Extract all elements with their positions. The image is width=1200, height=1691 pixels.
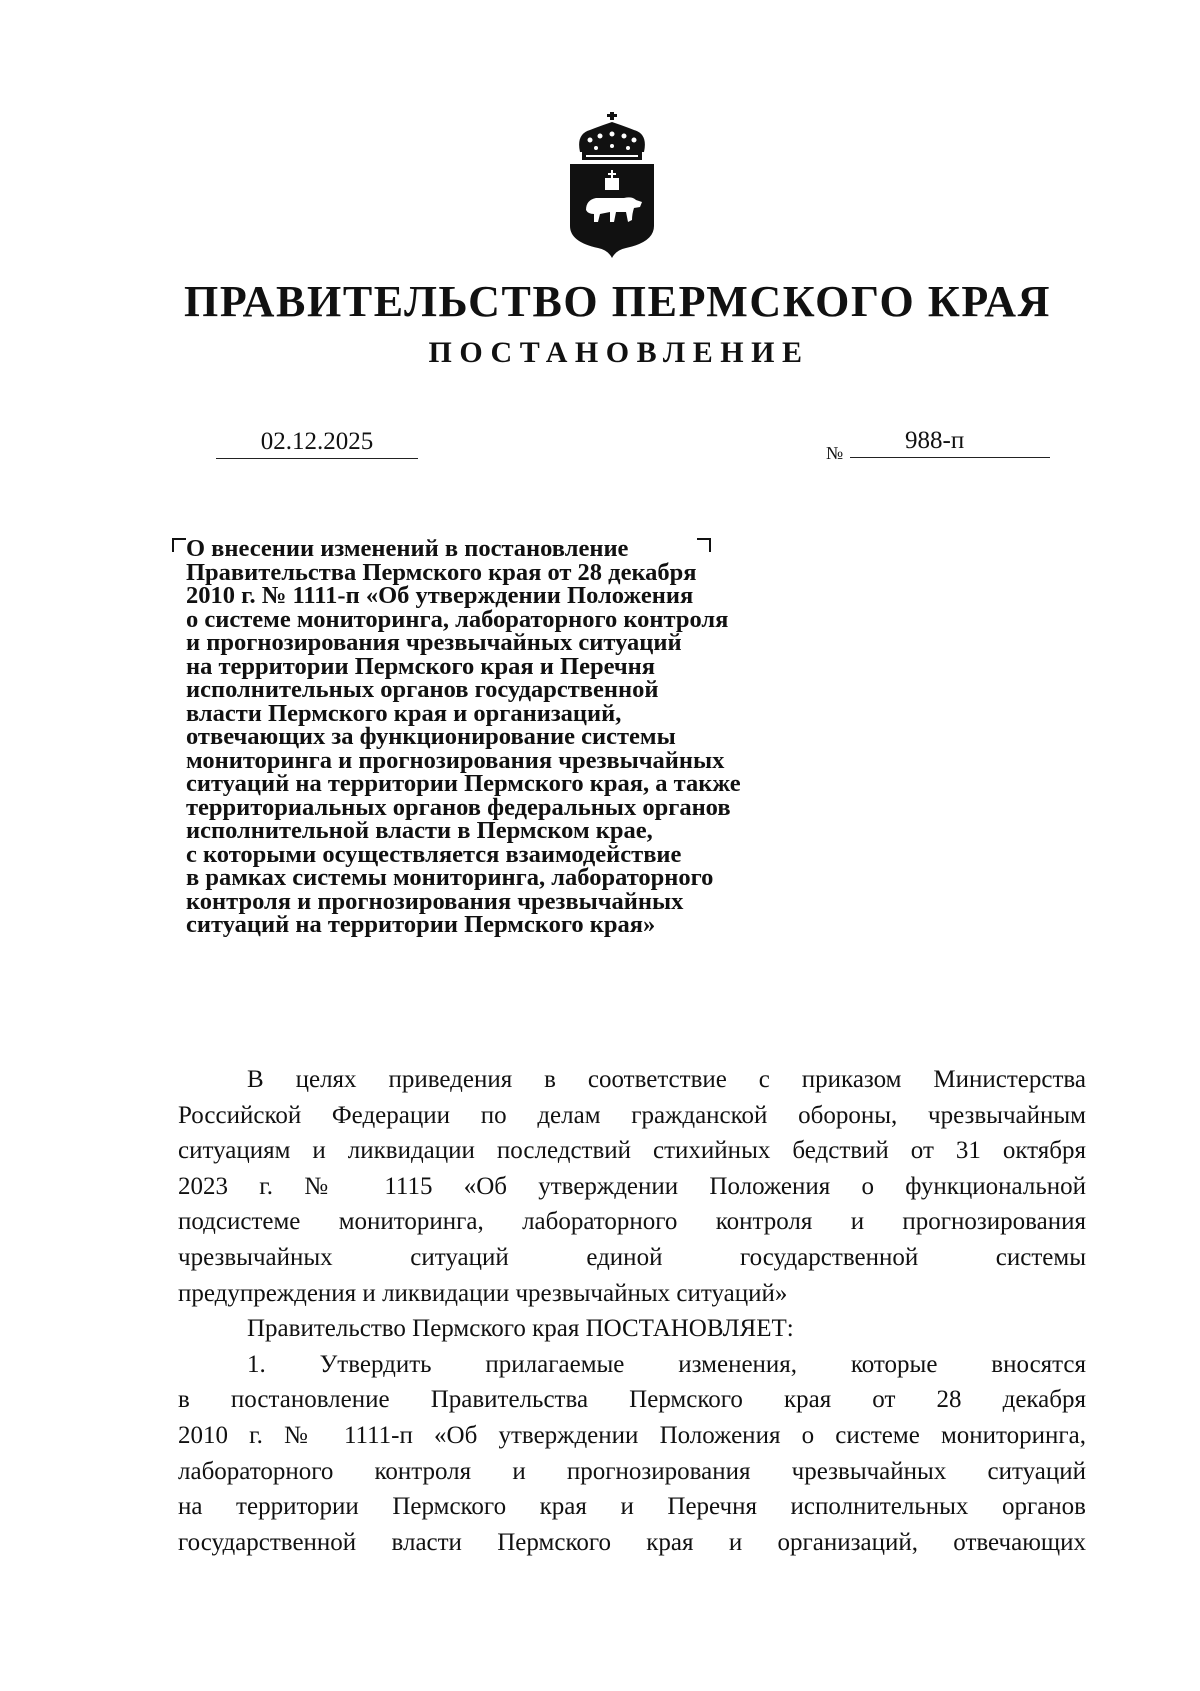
subject-line: исполнительных органов государственной (186, 676, 659, 703)
document-date: 02.12.2025 (216, 427, 418, 459)
subject-line: 2010 г. № 1111-п «Об утверждении Положения (186, 582, 694, 609)
paragraph-resolves (178, 1311, 1086, 1347)
subject-line: власти Пермского края и организаций, (186, 699, 622, 727)
subject-line: территориальных органов федеральных органов (186, 793, 731, 821)
body-line: ситуациям и ликвидации последствий стихийных бедствий от 31 октября (178, 1137, 1086, 1165)
body-line: 2010 г. № 1111-п «Об утверждении Положения о системе мониторинга, (178, 1421, 1086, 1449)
paragraph-preamble (178, 1062, 1086, 1311)
number-sign: № (826, 443, 844, 463)
body-line: 1. Утвердить прилагаемые изменения, которые вносятся (247, 1350, 1086, 1378)
subject-line: отвечающих за функционирование системы (186, 723, 676, 750)
body-line: Правительство Пермского края ПОСТАНОВЛЯЕТ: (247, 1315, 794, 1343)
body-line: 2023 г. № 1115 «Об утверждении Положения о функциональной (178, 1172, 1086, 1200)
subject-line: с которыми осуществляется взаимодействие (186, 840, 682, 868)
document-body (178, 1062, 1086, 1560)
body-line: чрезвычайных ситуаций единой государственной системы (178, 1243, 1086, 1271)
body-line: подсистеме мониторинга, лабораторного контроля и прогнозирования (178, 1208, 1086, 1236)
subject-line: исполнительной власти в Пермском крае, (186, 817, 653, 844)
subject-line: ситуаций на территории Пермского края, а также (186, 770, 741, 797)
subject-line: Правительства Пермского края от 28 декабря (186, 558, 697, 586)
subject-line: мониторинга и прогнозирования чрезвычайных (186, 746, 725, 774)
document-subject (186, 537, 846, 937)
body-line: В целях приведения в соответствие с приказом Министерства (247, 1066, 1086, 1093)
subject-bracket-left (172, 538, 186, 552)
body-line: предупреждения и ликвидации чрезвычайных ситуаций» (178, 1279, 788, 1307)
subject-line: на территории Пермского края и Перечня (186, 652, 656, 680)
subject-line: в рамках системы мониторинга, лабораторного (186, 864, 714, 891)
organization-title: ПРАВИТЕЛЬСТВО ПЕРМСКОГО КРАЯ (184, 277, 1051, 326)
subject-line: ситуаций на территории Пермского края» (186, 911, 656, 938)
body-line: государственной власти Пермского края и организаций, отвечающих (178, 1528, 1086, 1556)
body-line: Российской Федерации по делам гражданской обороны, чрезвычайным (178, 1101, 1086, 1129)
subject-line: и прогнозирования чрезвычайных ситуаций (186, 629, 682, 656)
body-line: на территории Пермского края и Перечня исполнительных органов (178, 1493, 1086, 1521)
document-number: 988-п (905, 427, 965, 454)
paragraph-item-1 (178, 1347, 1086, 1561)
document-number-field (850, 425, 1050, 458)
subject-line: о системе мониторинга, лабораторного контроля (186, 605, 729, 633)
subject-line: О внесении изменений в постановление (186, 535, 629, 562)
subject-line: контроля и прогнозирования чрезвычайных (186, 887, 684, 915)
document-type-heading: ПОСТАНОВЛЕНИЕ (428, 336, 810, 369)
body-line: лабораторного контроля и прогнозирования чрезвычайных ситуаций (178, 1457, 1086, 1485)
body-line: в постановление Правительства Пермского края от 28 декабря (178, 1386, 1086, 1414)
perm-coat-of-arms-emblem (566, 108, 658, 260)
